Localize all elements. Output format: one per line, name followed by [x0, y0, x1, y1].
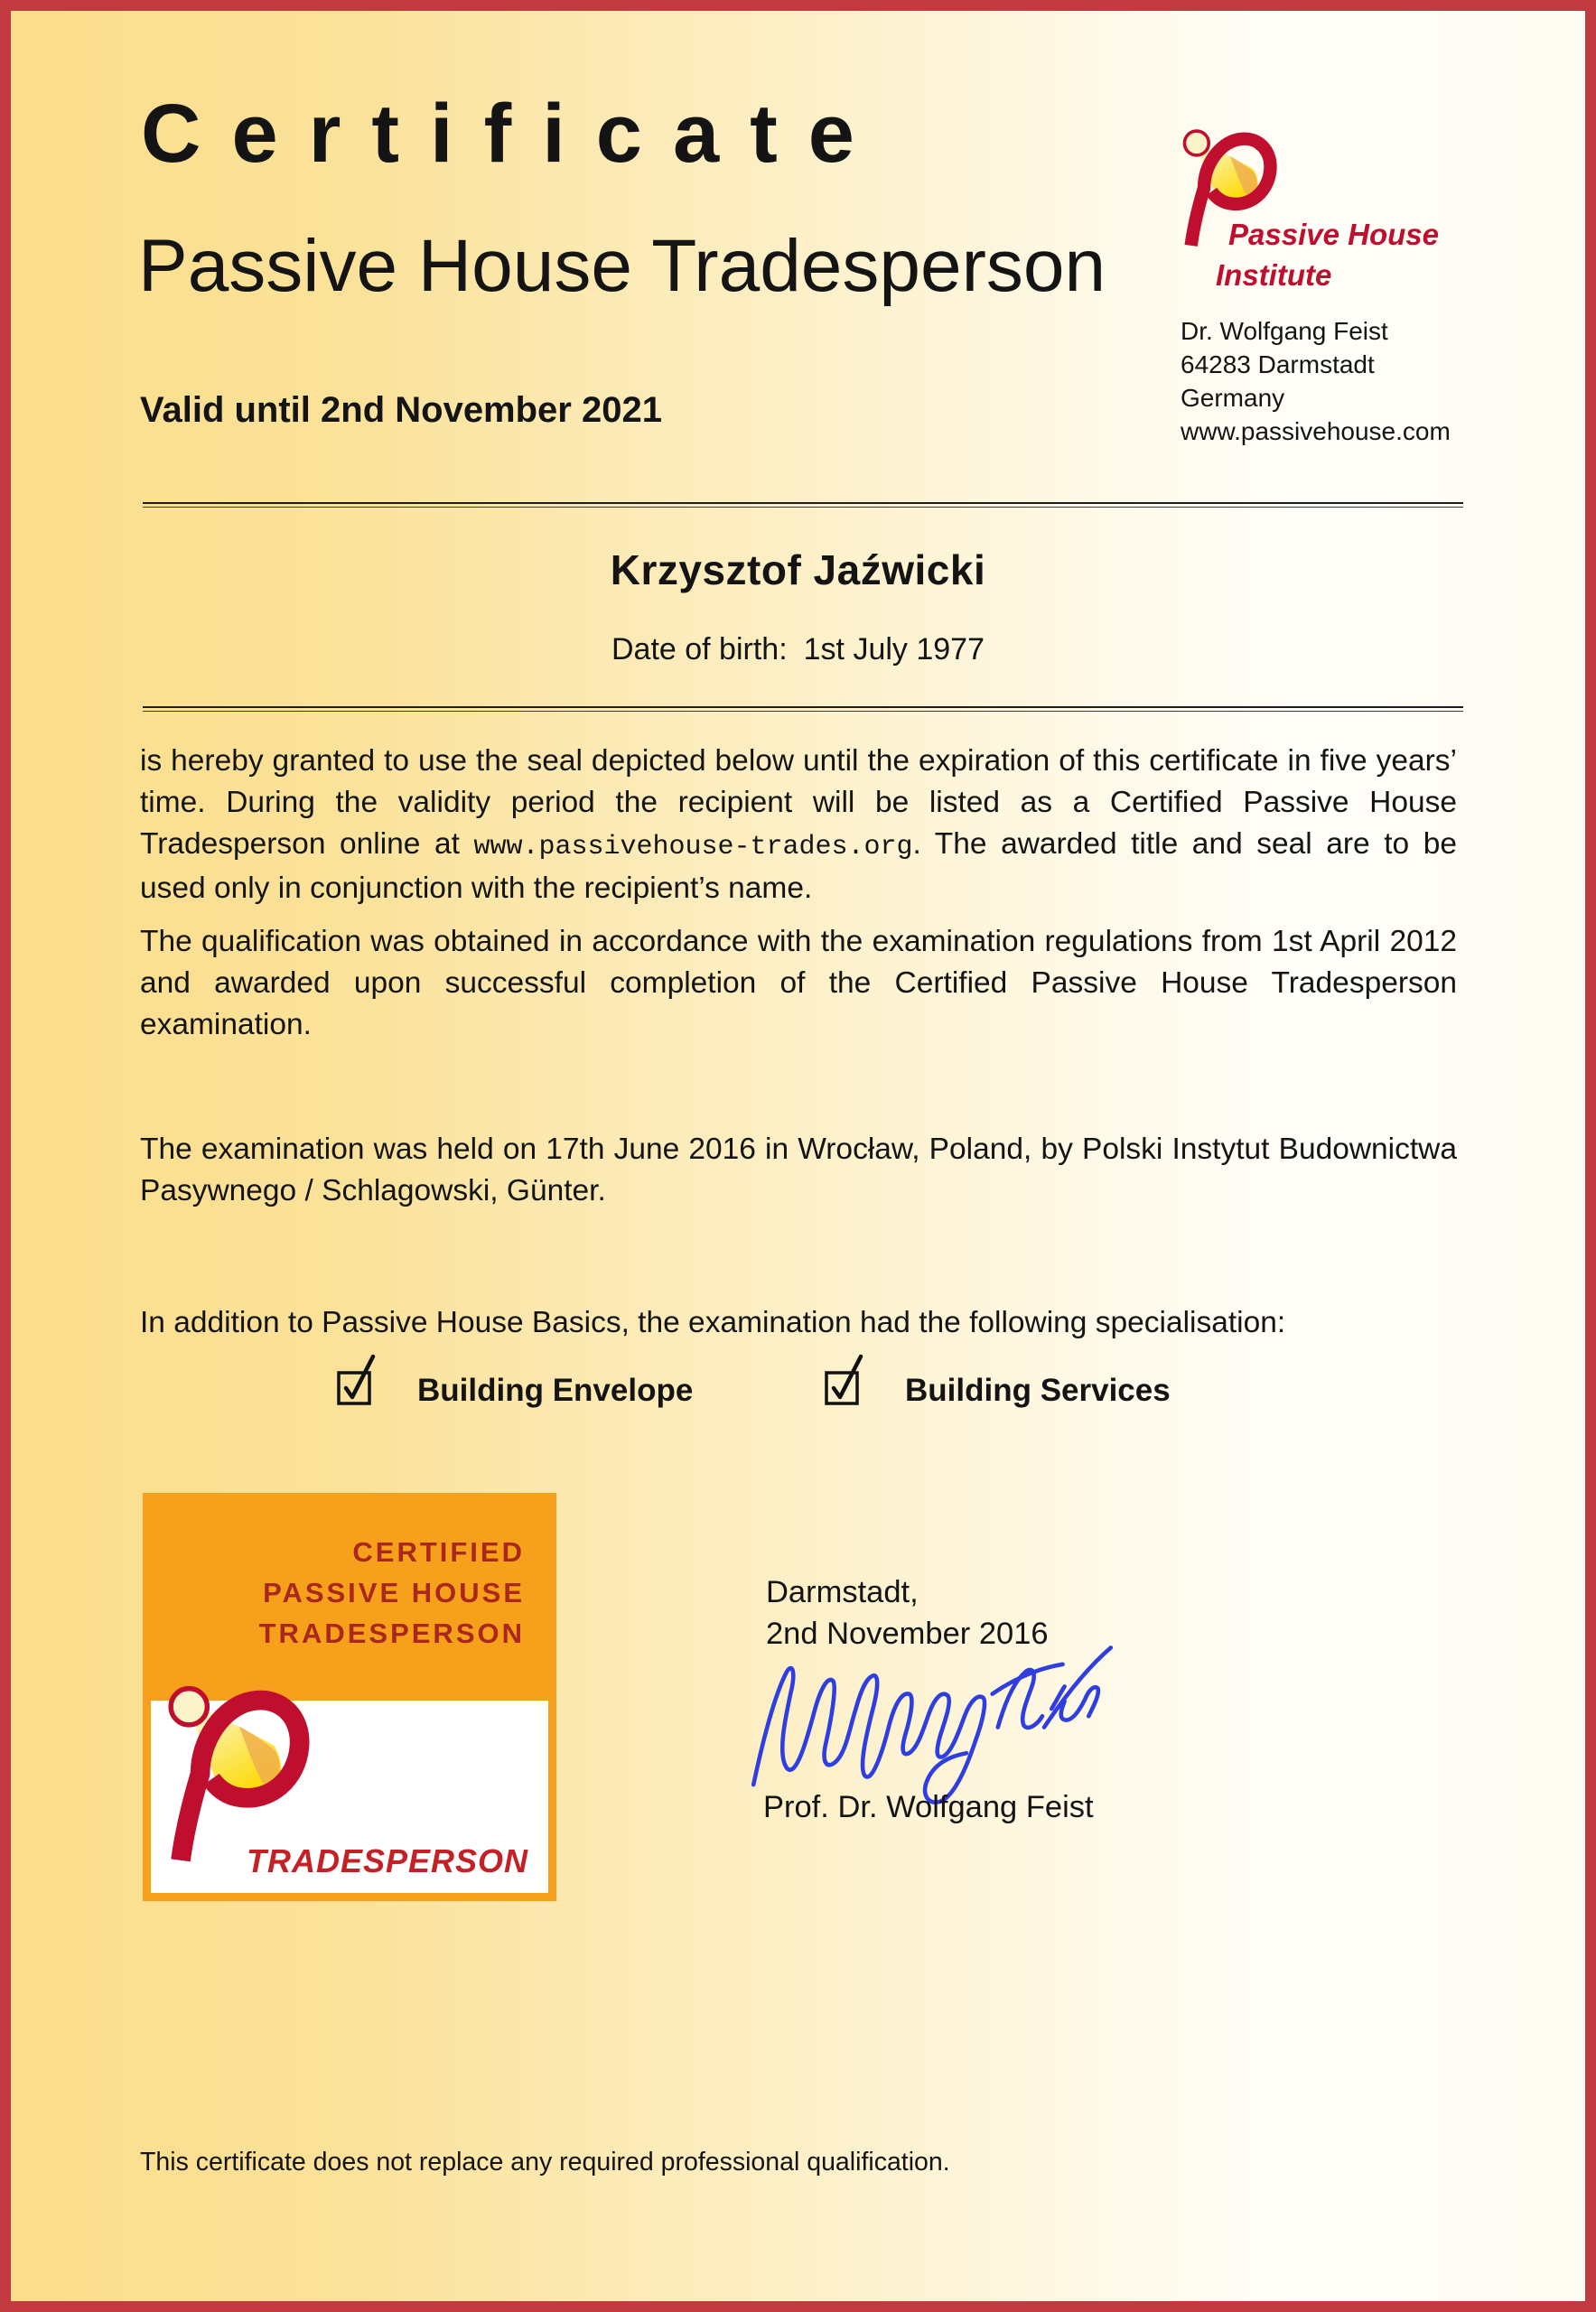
- valid-until-text: Valid until 2nd November 2021: [140, 390, 662, 430]
- dob-value: 1st July 1977: [803, 632, 985, 667]
- address-line: www.passivehouse.com: [1181, 417, 1451, 445]
- address-line: Germany: [1181, 384, 1285, 412]
- seal-heading-line1: CERTIFIED: [352, 1536, 525, 1568]
- seal-tradesperson-label: TRADESPERSON: [246, 1842, 528, 1879]
- seal-lower-panel: [151, 1701, 548, 1893]
- checked-checkbox-icon: [824, 1349, 867, 1405]
- institute-name-line2: Institute: [1216, 258, 1332, 292]
- date-of-birth-line: [0, 632, 1596, 667]
- divider-top: [143, 502, 1463, 508]
- dob-label: Date of birth:: [611, 632, 788, 667]
- paragraph-grant-text: is hereby granted to use the seal depicted below until the expiration of this certificate in five years’ time. During the validity period the recipient will be listed as a Certified Passive House Tradesperson online at: [140, 744, 1457, 861]
- paragraph-grant: [140, 741, 1457, 909]
- disclaimer-text: This certificate does not replace any required professional qualification.: [140, 2148, 950, 2177]
- signature-place: Darmstadt,: [766, 1575, 919, 1609]
- specialisation-building-envelope: Building Envelope: [417, 1373, 694, 1408]
- page-subtitle: Passive House Tradesperson: [138, 225, 1106, 307]
- page-title: Certificate: [141, 88, 885, 180]
- paragraph-grant-text-after: . The awarded title and seal are to be used only in conjunction with the recipient’s name.: [140, 827, 1457, 905]
- paragraph-qualification: The qualification was obtained in accordance with the examination regulations from 1st April 2012 and awarded upon successful completion of the Certified Passive House Tradesperson examination.: [140, 925, 1457, 1041]
- signer-name: Prof. Dr. Wolfgang Feist: [763, 1790, 1094, 1824]
- address-line: 64283 Darmstadt: [1181, 350, 1375, 378]
- divider-bottom: [143, 706, 1463, 712]
- wolfgang-feist-signature-icon: [746, 1638, 1116, 1814]
- seal-heading-line2: PASSIVE HOUSE: [263, 1577, 525, 1608]
- specialisation-building-services: Building Services: [905, 1373, 1171, 1408]
- tradesperson-seal: [143, 1493, 556, 1901]
- checked-checkbox-icon: [336, 1349, 379, 1405]
- recipient-name: Krzysztof Jaźwicki: [610, 546, 986, 593]
- address-line: Dr. Wolfgang Feist: [1181, 317, 1388, 345]
- seal-heading: [151, 1501, 548, 1701]
- trades-url: www.passivehouse-trades.org: [473, 832, 913, 862]
- paragraph-specialisation-intro: In addition to Passive House Basics, the examination had the following specialisation:: [140, 1306, 1286, 1339]
- institute-address: [1181, 314, 1451, 448]
- passive-house-tradesperson-seal-logo-icon: [158, 1684, 326, 1866]
- signature-date: 2nd November 2016: [766, 1617, 1049, 1651]
- paragraph-examination: The examination was held on 17th June 2016 in Wrocław, Poland, by Polski Instytut Budownictwa Pasywnego / Schlagowski, Günter.: [140, 1133, 1457, 1207]
- seal-heading-line3: TRADESPERSON: [258, 1617, 525, 1649]
- institute-name-line1: Passive House: [1228, 218, 1439, 251]
